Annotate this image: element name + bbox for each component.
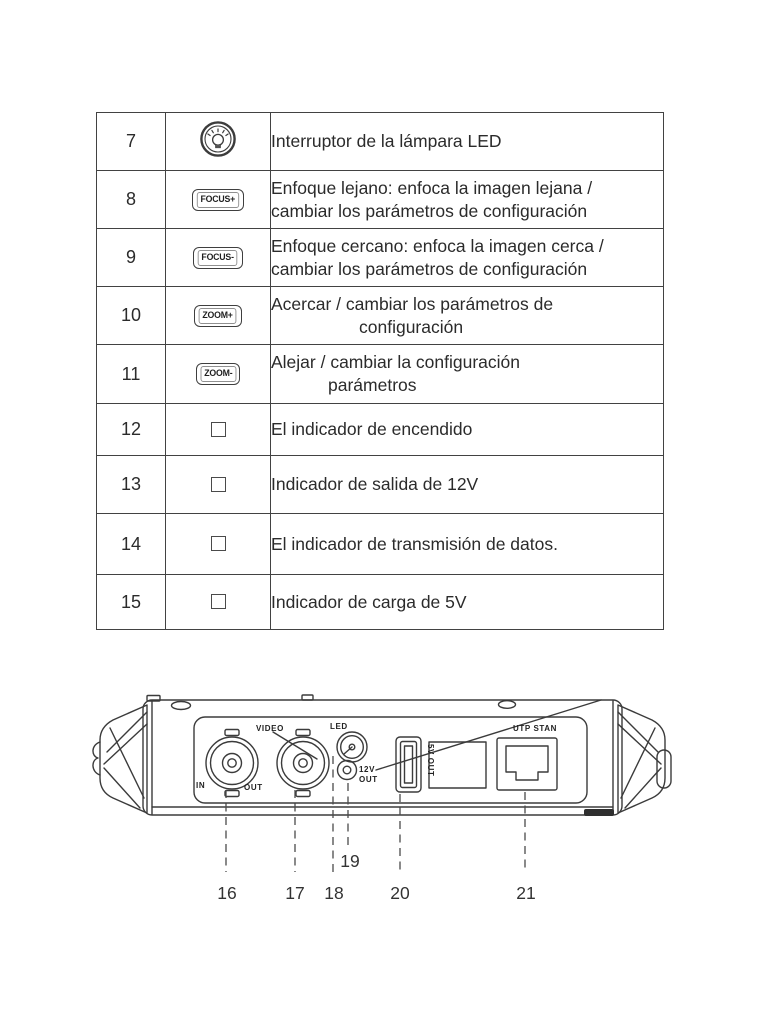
- callout-19: 19: [340, 851, 360, 871]
- in-label: IN: [196, 781, 206, 790]
- part-number: 12: [97, 404, 166, 456]
- part-description: El indicador de transmisión de datos.: [271, 533, 558, 554]
- video-label: VIDEO: [256, 724, 284, 733]
- twelve-v-label: 12V: [359, 765, 376, 774]
- table-row: [97, 113, 664, 171]
- out-label: OUT: [244, 783, 263, 792]
- device-body: [143, 695, 622, 815]
- part-number: 9: [97, 229, 166, 287]
- callout-16: 16: [217, 883, 237, 903]
- part-description: Indicador de carga de 5V: [271, 591, 467, 612]
- indicator-square-icon: [211, 477, 226, 492]
- five-v-out-label: 5V OUT: [426, 744, 435, 777]
- led-lamp-button-icon: [196, 118, 240, 160]
- part-number: 7: [97, 113, 166, 171]
- led-lamp-connector: [337, 732, 367, 762]
- part-description: Acercar / cambiar los parámetros de: [271, 293, 554, 314]
- usb-5v-out-port: [396, 737, 421, 792]
- indicator-square-icon: [211, 536, 226, 551]
- device-panel-diagram: [0, 680, 768, 920]
- video-leader-line: [273, 732, 317, 759]
- part-description: cambiar los parámetros de configuración: [271, 200, 588, 221]
- device-parts-table: [96, 112, 664, 630]
- table-row: [97, 514, 664, 575]
- table-row: [97, 287, 664, 345]
- part-description: Enfoque cercano: enfoca la imagen cerca /: [271, 235, 604, 256]
- twelve-v-out-label: OUT: [359, 775, 378, 784]
- table-row: [97, 456, 664, 514]
- table-row: [97, 229, 664, 287]
- right-bumper: [584, 705, 671, 816]
- indicator-square-icon: [211, 594, 226, 609]
- led-label: LED: [330, 722, 348, 731]
- part-number: 10: [97, 287, 166, 345]
- part-description: El indicador de encendido: [271, 419, 473, 439]
- part-description: Interruptor de la lámpara LED: [271, 131, 502, 151]
- blank-slot: [429, 742, 486, 788]
- callout-21: 21: [516, 883, 536, 903]
- twelve-v-out-jack: [338, 761, 357, 780]
- part-number: 14: [97, 514, 166, 575]
- part-description: Indicador de salida de 12V: [271, 474, 479, 494]
- callout-20: 20: [390, 883, 410, 903]
- rj45-utp-port: [497, 738, 557, 790]
- left-bumper: [93, 705, 147, 813]
- part-description: cambiar los parámetros de configuración: [271, 258, 588, 279]
- part-number: 15: [97, 575, 166, 630]
- table-row: [97, 171, 664, 229]
- callout-17: 17: [285, 883, 305, 903]
- part-number: 13: [97, 456, 166, 514]
- utp-scan-label: UTP STAN: [513, 724, 558, 733]
- part-number: 8: [97, 171, 166, 229]
- focus-minus-key-icon: FOCUS-: [193, 247, 242, 269]
- focus-plus-key-icon: FOCUS+: [192, 189, 244, 211]
- table-row: [97, 404, 664, 456]
- table-row: [97, 575, 664, 630]
- indicator-square-icon: [211, 422, 226, 437]
- diagonal-leader-line: [376, 700, 601, 770]
- part-description: Enfoque lejano: enfoca la imagen lejana /: [271, 177, 593, 198]
- callout-18: 18: [324, 883, 344, 903]
- table-row: [97, 345, 664, 404]
- part-description: Alejar / cambiar la configuración: [271, 352, 521, 372]
- part-description: parámetros: [328, 375, 417, 395]
- zoom-plus-key-icon: ZOOM+: [194, 305, 241, 327]
- part-number: 11: [97, 345, 166, 404]
- zoom-minus-key-icon: ZOOM-: [196, 363, 241, 385]
- part-description: configuración: [359, 316, 464, 337]
